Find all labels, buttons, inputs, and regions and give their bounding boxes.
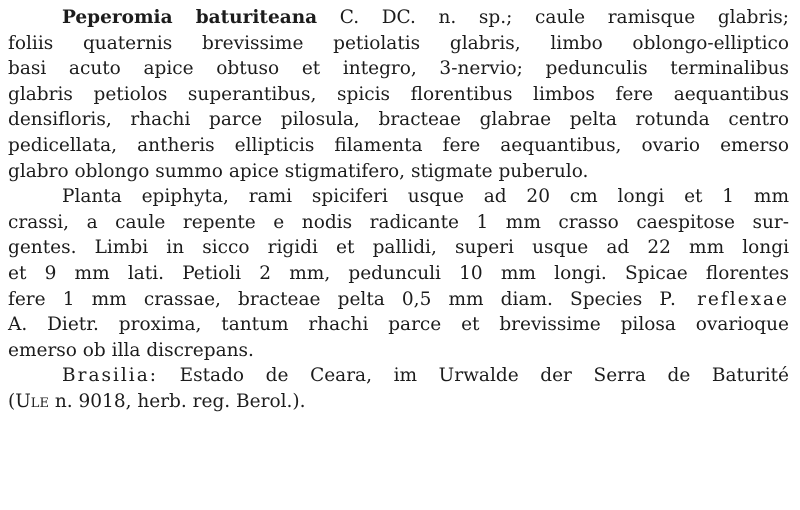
locality-notes — [8, 363, 789, 414]
habit-line: crassi, a caule repente e nodis radicante 1 mm crasso caespitose sur- — [8, 211, 789, 233]
locality-line — [8, 363, 789, 389]
related-species-name: P. reflexae — [659, 288, 789, 310]
description-line: densifloris, rhachi parce pilosula, bracteae glabrae pelta rotunda centro — [8, 109, 789, 131]
habit-line: A. Dietr. proxima, tantum rhachi parce et brevissime pilosa ovarioque — [8, 314, 789, 336]
collector-line — [8, 389, 789, 415]
species-description — [8, 5, 789, 184]
habit-line: emerso ob illa discrepans. — [8, 339, 254, 361]
collector-details: n. 9018, herb. reg. Berol.). — [54, 390, 306, 412]
description-line: pedicellata, antheris ellipticis filamenta fere aequantibus, ovario emerso — [8, 134, 789, 156]
habit-line: Planta epiphyta, rami spiciferi usque ad 20 cm longi et 1 mm — [62, 186, 789, 208]
description-line — [8, 5, 789, 31]
description-line-text: caule ramisque glabris; — [534, 7, 789, 28]
habit-line: gentes. Limbi in sicco rigidi et pallidi, superi usque ad 22 mm longi — [8, 237, 789, 259]
collector-name: Ule — [15, 390, 49, 412]
species-author: C. DC. n. sp.; — [339, 7, 513, 28]
locality-text: Estado de Ceara, im Urwalde der Serra de Baturité — [179, 365, 789, 387]
description-line: glabro oblongo summo apice stigmatifero, stigmate puberulo. — [8, 160, 589, 182]
habit-line-text: fere 1 mm crassae, bracteae pelta 0,5 mm diam. Species — [8, 288, 643, 310]
habit-line — [8, 287, 789, 313]
collector-open-paren: ( — [8, 390, 16, 412]
description-line: foliis quaternis brevissime petiolatis glabris, limbo oblongo-elliptico — [8, 32, 789, 54]
country-name: Brasilia: — [62, 365, 158, 387]
description-line: glabris petiolos superantibus, spicis florentibus limbos fere aequantibus — [8, 83, 789, 105]
species-name: Peperomia baturiteana — [62, 7, 318, 28]
description-line: basi acuto apice obtuso et integro, 3-nervio; pedunculis terminalibus — [8, 58, 789, 80]
habit-notes — [8, 184, 789, 363]
habit-line: et 9 mm lati. Petioli 2 mm, pedunculi 10 mm longi. Spicae florentes — [8, 262, 789, 284]
